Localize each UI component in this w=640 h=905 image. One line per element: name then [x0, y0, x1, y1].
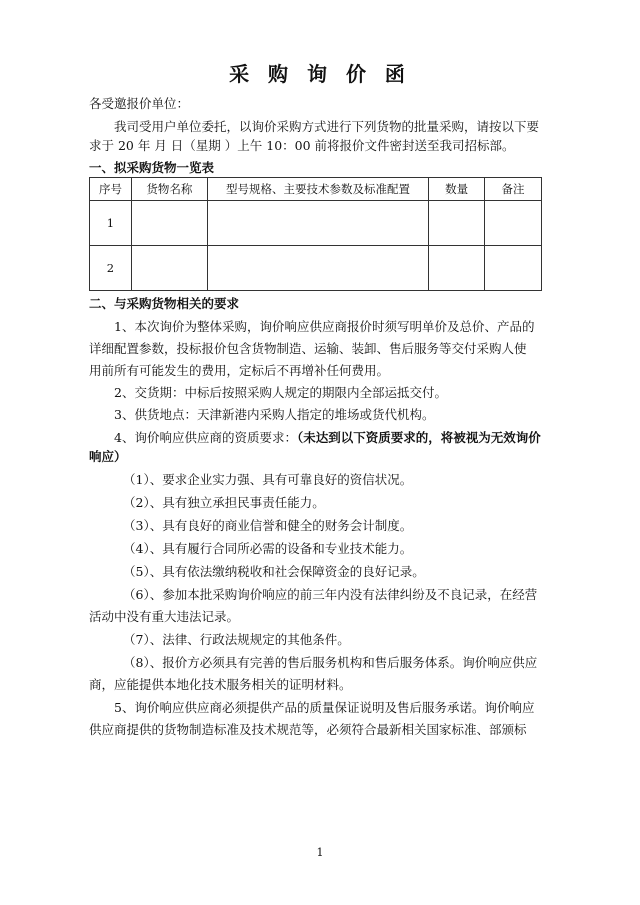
req-1-line-1: 1、本次询价为整体采购，询价响应供应商报价时须写明单价及总价、产品的 — [114, 319, 535, 334]
header-quantity: 数量 — [429, 178, 485, 201]
page-number: 1 — [316, 846, 324, 859]
qualification-5: （5）、具有依法缴纳税收和社会保障资金的良好记录。 — [123, 564, 425, 579]
table-cell — [485, 246, 542, 291]
page-title: 采 购 询 价 函 — [229, 62, 411, 86]
req-4-prefix: 4、询价响应供应商的资质要求： — [114, 430, 297, 445]
table-cell: 1 — [90, 201, 132, 246]
table-cell — [207, 201, 428, 246]
table-cell — [485, 201, 542, 246]
salutation: 各受邀报价单位： — [89, 96, 190, 111]
req-3: 3、供货地点：天津新港内采购人指定的堆场或货代机构。 — [114, 407, 435, 422]
req-5-line-2: 供应商提供的货物制造标准及技术规范等，必须符合最新相关国家标准、部颁标 — [89, 722, 527, 737]
table-cell — [131, 201, 207, 246]
procurement-items-table — [89, 177, 542, 291]
intro-line-2: 求于 20 年 月 日（星期 ）上午 10：00 前将报价文件密封送至我司招标部。 — [89, 138, 515, 153]
section-2-heading: 二、与采购货物相关的要求 — [89, 296, 240, 311]
header-remarks: 备注 — [485, 178, 542, 201]
qualification-2: （2）、具有独立承担民事责任能力。 — [123, 495, 325, 510]
qualification-8-line-2: 商，应能提供本地化技术服务相关的证明材料。 — [89, 677, 352, 692]
table-cell — [429, 246, 485, 291]
req-5-line-1: 5、询价响应供应商必须提供产品的质量保证说明及售后服务承诺。询价响应 — [114, 700, 535, 715]
qualification-6-line-1: （6）、参加本批采购询价响应的前三年内没有法律纠纷及不良记录，在经营 — [123, 587, 538, 602]
section-1-heading: 一、拟采购货物一览表 — [89, 160, 215, 175]
header-goods-name: 货物名称 — [131, 178, 207, 201]
req-2: 2、交货期：中标后按照采购人规定的期限内全部运抵交付。 — [114, 385, 447, 400]
qualification-7: （7）、法律、行政法规规定的其他条件。 — [123, 632, 350, 647]
table-cell — [429, 201, 485, 246]
qualification-8-line-1: （8）、报价方必须具有完善的售后服务机构和售后服务体系。询价响应供应 — [123, 655, 538, 670]
req-1-line-2: 详细配置参数，投标报价包含货物制造、运输、装卸、售后服务等交付采购人使 — [89, 341, 527, 356]
table-cell — [131, 246, 207, 291]
qualification-6-line-2: 活动中没有重大违法记录。 — [89, 609, 240, 624]
header-serial: 序号 — [90, 178, 132, 201]
req-1-line-3: 用前所有可能发生的费用，定标后不再增补任何费用。 — [89, 363, 390, 378]
req-4-line-2: 响应） — [89, 449, 127, 464]
req-4-line-1 — [114, 430, 541, 446]
qualification-3: （3）、具有良好的商业信誉和健全的财务会计制度。 — [123, 518, 413, 533]
table-header-row — [90, 178, 542, 201]
intro-line-1: 我司受用户单位委托，以询价采购方式进行下列货物的批量采购，请按以下要 — [114, 119, 540, 134]
req-4-bold-note: （未达到以下资质要求的，将被视为无效询价 — [296, 430, 541, 445]
table-cell — [207, 246, 428, 291]
table-row — [90, 201, 542, 246]
table-cell: 2 — [90, 246, 132, 291]
header-spec: 型号规格、主要技术参数及标准配置 — [207, 178, 428, 201]
table-row — [90, 246, 542, 291]
qualification-4: （4）、具有履行合同所必需的设备和专业技术能力。 — [123, 541, 413, 556]
qualification-1: （1）、要求企业实力强、具有可靠良好的资信状况。 — [123, 472, 413, 487]
